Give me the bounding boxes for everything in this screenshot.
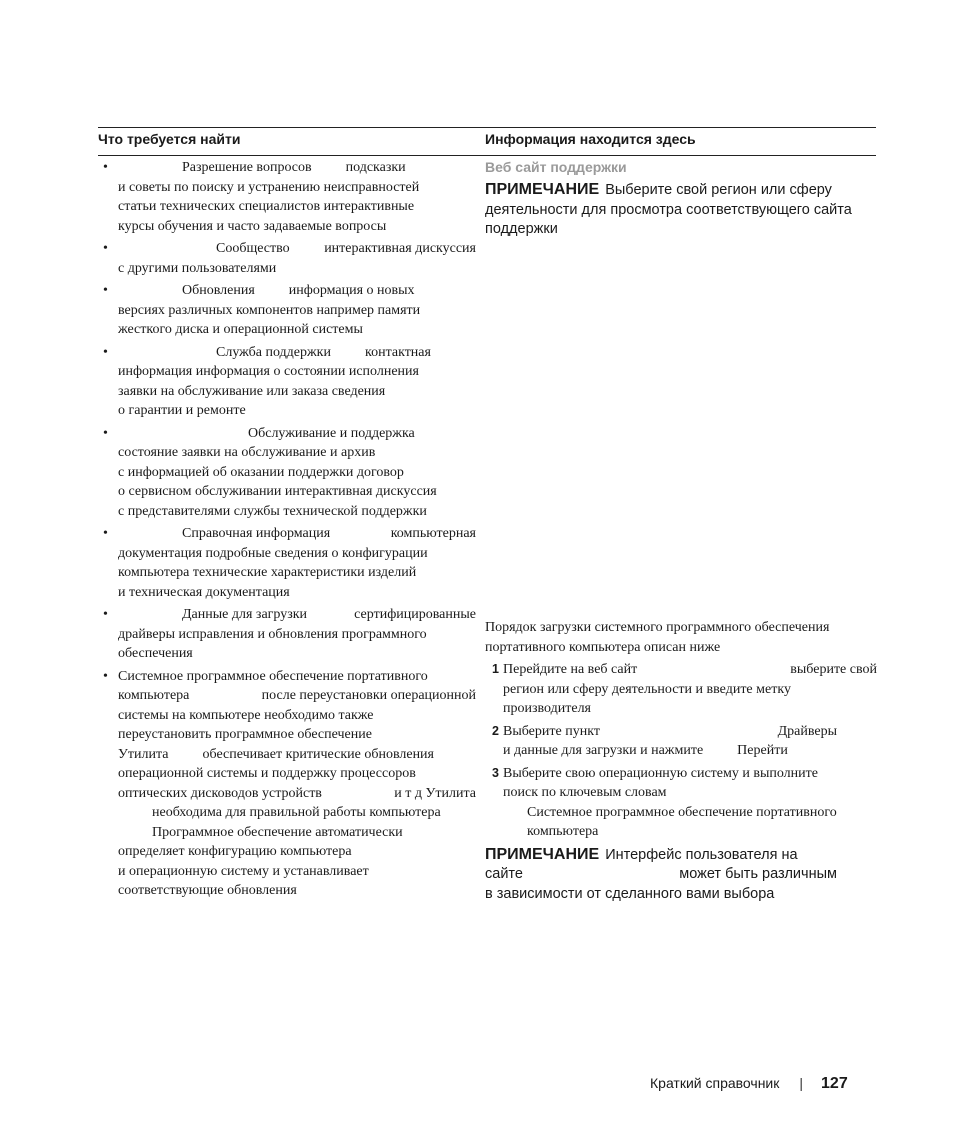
list-item: • Справочная информация компьютерная документация подробные сведения о конфигурации компьютера технические характеристики изделий и техническая документация: [103, 526, 476, 600]
region-note: [485, 180, 877, 240]
download-procedure: [485, 618, 877, 904]
note-label: ПРИМЕЧАНИЕ: [485, 845, 600, 863]
procedure-step: 2 Выберите пункт Драйверы и данные для загрузки и нажмите Перейти: [492, 723, 837, 758]
table-top-rule: [98, 127, 876, 128]
page-number: 127: [821, 1075, 848, 1092]
procedure-sub-item: Системное программное обеспечение портативного компьютера: [527, 804, 837, 839]
footer-separator: |: [799, 1075, 804, 1091]
procedure-step: 1 Перейдите на веб сайт выберите свой регион или сферу деятельности и введите метку производителя: [492, 662, 877, 716]
page-footer: [650, 1075, 848, 1093]
footer-section-title: Краткий справочник: [650, 1075, 780, 1091]
list-item: • Обслуживание и поддержка состояние заявки на обслуживание и архив с информацией об оказании поддержки договор о сервисном обслуживании интерактивная дискуссия с представителями службы технической поддержки: [103, 425, 437, 519]
list-item-system-software: • Системное программное обеспечение портативного компьютера после переустановки операционной системы на компьютере необходимо также переустановить программное обеспечение Утилита обеспечивает критические обновления операционной системы и поддержку процессоров оптических дисководов устройств и т д Утилита необходима для правильной работы компьютера Программное обеспечение автоматически определяет конфигурацию компьютера и операционную систему и устанавливает соответствующие обновления: [103, 668, 476, 898]
list-item: • Обновления информация о новых версиях различных компонентов например памяти жесткого диска и операционной системы: [103, 283, 421, 337]
list-item: • Служба поддержки контактная информация информация о состоянии исполнения заявки на обслуживание или заказа сведения о гарантии и ремонте: [103, 344, 431, 418]
topics-list: [98, 158, 476, 904]
procedure-step: 3 Выберите свою операционную систему и выполните поиск по ключевым словам Системное программное обеспечение портативного компьютера: [485, 764, 877, 842]
note-text: Выберите свой регион или сферу деятельности для просмотра соответствующего сайта поддержки: [485, 182, 852, 237]
list-item: • Данные для загрузки сертифицированные драйверы исправления и обновления программного обеспечения: [103, 607, 476, 661]
note-label: ПРИМЕЧАНИЕ: [485, 181, 600, 198]
table-header-rule: [98, 155, 876, 156]
list-item: • Разрешение вопросов подсказки и советы по поиску и устранению неисправностей статьи технических специалистов интерактивные курсы обучения и часто задаваемые вопросы: [103, 160, 420, 234]
interface-note: ПРИМЕЧАНИЕ Интерфейс пользователя на сайте может быть различным в зависимости от сделанного вами выбора: [485, 845, 837, 902]
procedure-intro: Порядок загрузки системного программного обеспечения портативного компьютера описан ниже: [485, 620, 830, 655]
column-header-where: Информация находится здесь: [485, 131, 696, 147]
web-support-title: Веб сайт поддержки: [485, 159, 627, 175]
list-item: • Сообщество интерактивная дискуссия с другими пользователями: [103, 241, 476, 276]
web-support-block: [485, 158, 877, 240]
column-header-what: Что требуется найти: [98, 131, 241, 147]
